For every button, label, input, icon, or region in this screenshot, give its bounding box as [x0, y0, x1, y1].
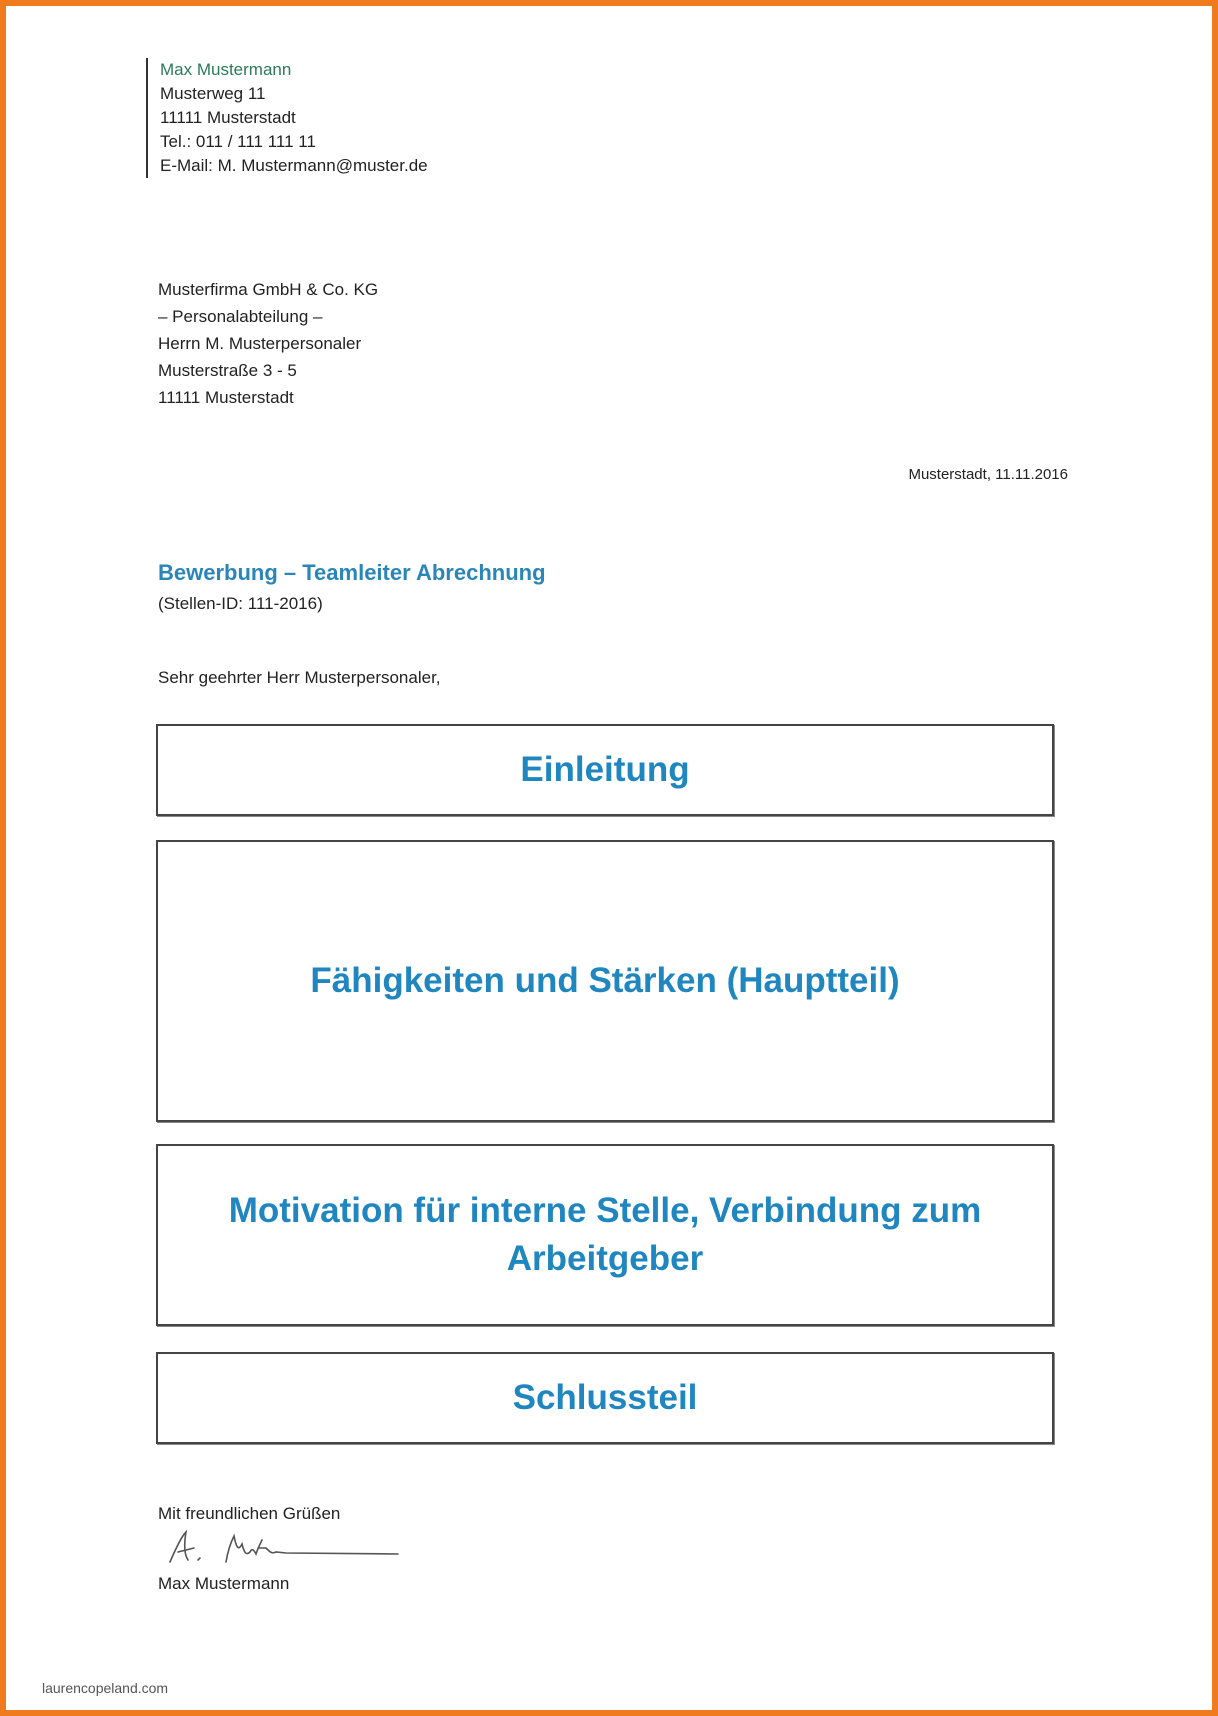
letter-page	[6, 6, 1212, 1710]
subject-line: Bewerbung – Teamleiter Abrechnung	[158, 560, 546, 585]
letter-date: Musterstadt, 11.11.2016	[908, 466, 1068, 483]
sender-email: E-Mail: M. Mustermann@muster.de	[160, 156, 428, 175]
section-box-closing	[156, 1352, 1054, 1444]
recipient-street: Musterstraße 3 - 5	[158, 361, 297, 380]
sender-city: 11111 Musterstadt	[160, 108, 296, 127]
signature-image	[162, 1526, 402, 1570]
recipient-city: 11111 Musterstadt	[158, 388, 294, 407]
section-label: Motivation für interne Stelle, Verbindung zum Arbeitgeber	[228, 1191, 982, 1278]
recipient-company: Musterfirma GmbH & Co. KG	[158, 280, 379, 299]
section-label: Einleitung	[520, 750, 690, 789]
sender-name: Max Mustermann	[160, 60, 292, 79]
section-box-introduction	[156, 724, 1054, 816]
section-label: Fähigkeiten und Stärken (Hauptteil)	[310, 961, 900, 1000]
job-id: (Stellen-ID: 111-2016)	[158, 594, 323, 613]
recipient-contact: Herrn M. Musterpersonaler	[158, 334, 362, 353]
sender-phone: Tel.: 011 / 111 111 11	[160, 132, 316, 151]
sender-address	[146, 58, 428, 178]
salutation: Sehr geehrter Herr Musterpersonaler,	[158, 668, 441, 687]
closing-phrase: Mit freundlichen Grüßen	[158, 1504, 341, 1523]
watermark: laurencopeland.com	[42, 1680, 169, 1696]
section-label: Schlussteil	[512, 1378, 698, 1417]
signed-name: Max Mustermann	[158, 1574, 290, 1593]
recipient-address	[158, 276, 378, 411]
sender-street: Musterweg 11	[160, 84, 266, 103]
section-box-main	[156, 840, 1054, 1122]
section-box-motivation	[156, 1144, 1054, 1326]
recipient-department: – Personalabteilung –	[158, 307, 323, 326]
